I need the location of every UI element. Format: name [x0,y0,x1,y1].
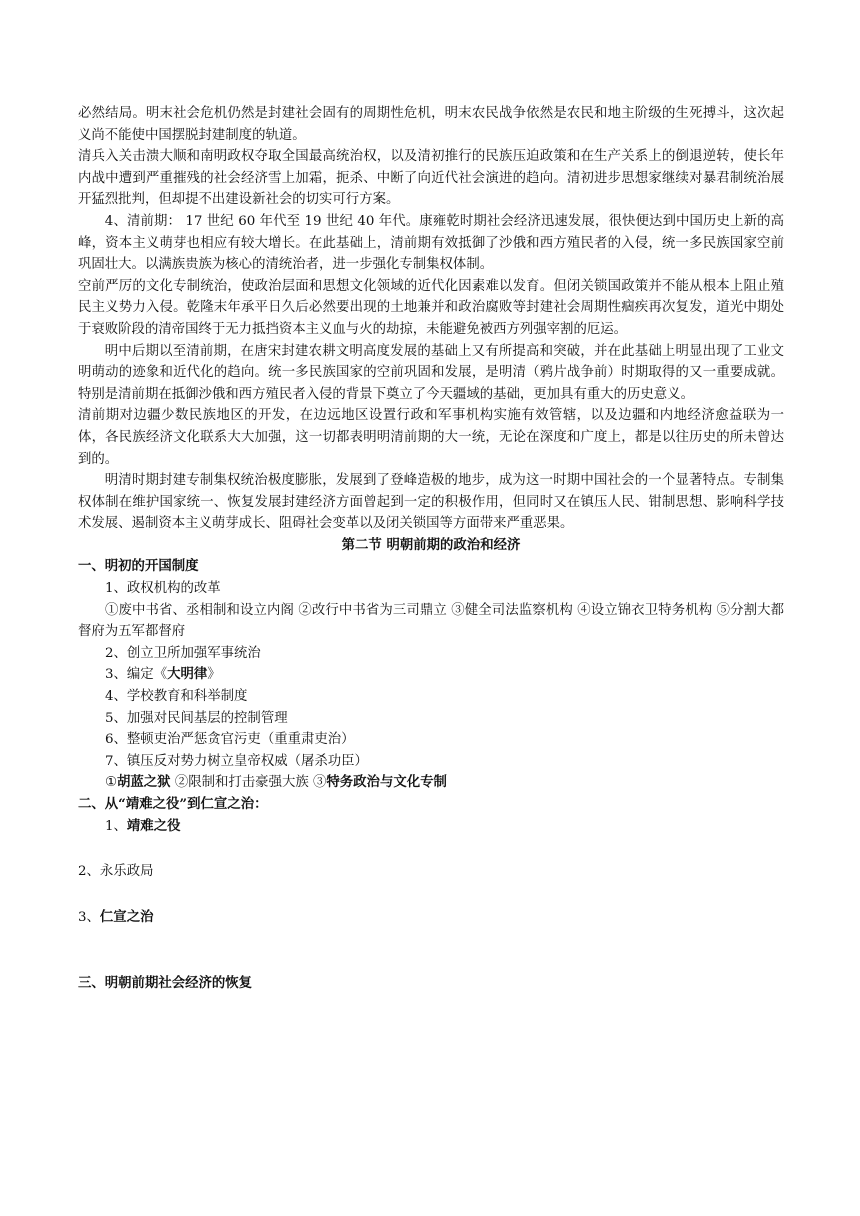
list-item-reform-details: ①废中书省、丞相制和设立内阁 ②改行中书省为三司鼎立 ③健全司法监察机构 ④设立锦衣卫特务机构 ⑤分割大都督府为五军都督府 [78,602,784,640]
paragraph-ming-end-crisis: 必然结局。明末社会危机仍然是封建社会固有的周期性危机，明末农民战争依然是农民和地主阶级的生死搏斗，这次起义尚不能使中国摆脱封建制度的轨道。 [78,106,784,143]
list-item-renxuan [78,907,784,929]
hu-lan-case: 胡蓝之狱 [117,774,171,791]
paragraph-frontier-development: 清前期对边疆少数民族地区的开发，在边远地区设置行政和军事机构实施有效管辖，以及边疆和内地经济愈益联为一体，各民族经济文化联系大大加强，这一切都表明明清前期的大一统，无论在深度和广度上，都是以往历史的所未曾达到的。 [78,408,784,467]
list-item-official-discipline: 6、整顿吏治严惩贪官污吏（重重肃吏治） [105,732,355,748]
heading-economic-recovery: 三、明朝前期社会经济的恢复 [78,975,253,992]
ming-code-prefix: 3、编定《 [105,667,168,683]
paragraph-mid-ming-to-qing: 明中后期以至清前期，在唐宋封建农耕文明高度发展的基础上又有所提高和突破，并在此基础上明显出现了工业文明萌动的迹象和近代化的趋向。统一多民族国家的空前巩固和发展，是明清（鸦片战争前）时期取得的又一重要成就。特别是清前期在抵御沙俄和西方殖民者入侵的背景下奠立了今天疆域的基础，更加具有重大的历史意义。 [78,343,784,402]
renxuan-number: 3、 [78,909,100,925]
renxuan-label: 仁宣之治 [99,908,154,925]
paragraph-early-qing: 4、清前期： 17 世纪 60 年代至 19 世纪 40 年代。康雍乾时期社会经济迅速发展，很快便达到中国历史上新的高峰，资本主义萌芽也相应有较大增长。在此基础上，清前期有效抵御了沙俄和西方殖民者的入侵，统一多民族国家空前巩固壮大。以满族贵族为核心的清统治者，进一步强化专制集权体制。 [78,213,784,273]
list-item-imperial-authority: 7、镇压反对势力树立皇帝权威（屠杀功臣） [105,753,368,769]
list-item-jingnan [78,816,784,838]
list-item-grassroots-control: 5、加强对民间基层的控制管理 [105,710,288,726]
document-page [78,103,784,995]
list-item-yongle: 2、永乐政局 [78,864,154,880]
spacer [78,883,784,907]
suppress-magnates: ②限制和打击豪强大族 ③ [170,775,327,791]
paragraph-qing-entry: 清兵入关击溃大顺和南明政权夺取全国最高统治权，以及清初推行的民族压迫政策和在生产关系上的倒退逆转，使长年内战中遭到严重摧残的社会经济雪上加霜，扼杀、中断了向近代社会演进的趋向。清初进步思想家继续对暴君制统治展开猛烈批判，但却提不出建设新社会的切实可行方案。 [78,149,784,208]
heading-jingnan-to-renxuan: 二、从“靖难之役”到仁宣之治： [78,796,268,812]
detail-number-1: ① [105,775,118,791]
jingnan-number: 1、 [105,818,127,834]
spacer [78,837,784,861]
ming-code-title: 大明律 [167,666,208,683]
list-item-authority-details [78,772,784,794]
jingnan-label: 靖难之役 [126,817,181,834]
list-item-ming-code [78,664,784,686]
heading-founding-systems: 一、明初的开国制度 [78,558,199,575]
section-title: 第二节 明朝前期的政治和经济 [341,536,521,553]
list-item-education: 4、学校教育和科举制度 [105,689,248,705]
secret-police-politics: 特务政治与文化专制 [326,774,447,791]
paragraph-autocracy-effects: 明清时期封建专制集权统治极度膨胀，发展到了登峰造极的地步，成为这一时期中国社会的一个显著特点。专制集权体制在维护国家统一、恢复发展封建经济方面曾起到一定的积极作用，但同时又在镇压人民、钳制思想、影响科学技术发展、遏制资本主义萌芽成长、阻碍社会变革以及闭关锁国等方面带来严重恶果。 [78,473,784,532]
ming-code-suffix: 》 [207,667,221,683]
paragraph-cultural-autocracy: 空前严厉的文化专制统治，使政治层面和思想文化领域的近代化因素难以发育。但闭关锁国政策并不能从根本上阻止殖民主义势力入侵。乾隆末年承平日久后必然要出现的土地兼并和政治腐败等封建社会周期性痼疾再次复发，道光中期处于衰败阶段的清帝国终于无力抵挡资本主义血与火的劫掠，未能避免被西方列强宰割的厄运。 [78,278,784,337]
spacer [78,928,784,973]
list-item-government-reform: 1、政权机构的改革 [105,581,221,597]
list-item-weisuo: 2、创立卫所加强军事统治 [105,645,261,661]
